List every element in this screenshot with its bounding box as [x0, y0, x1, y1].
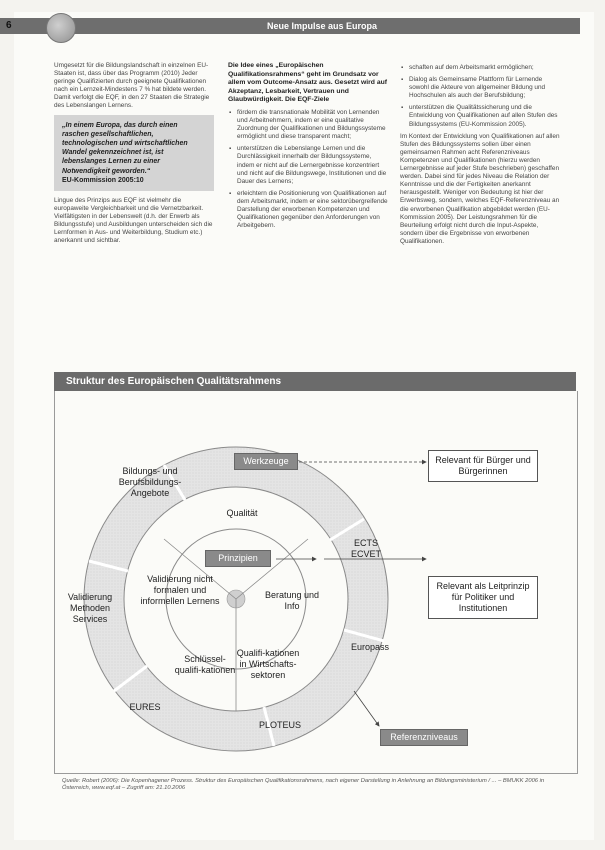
list-item: ▪ unterstützen die Lebenslange Lernen und die Durchlässigkeit innerhalb der Bildungssysteme, indem er nicht auf die Lernergebnisse konzentriert und nicht auf die Bildungswege, Institutionen und die Dauer des Lernens;: [237, 145, 388, 185]
list-item: ▪ schaften auf dem Arbeitsmarkt ermöglichen;: [409, 64, 560, 72]
paragraph: Umgesetzt für die Bildungslandschaft in einzelnen EU-Staaten ist, dass über das Programm (2010) Jeder geringe Qualifizierten durch geeignete Qualifikationen nach ein Lernzeit-Mindestens 7 % hat bildete werden. Damit verfolgt die EQF, in den 27 Staaten die Strategie des Lebenslangen Lernens.: [54, 62, 210, 110]
label-schluesselqualifikationen: Schlüssel-qualifi-kationen: [174, 654, 236, 675]
figure-title: Struktur des Europäischen Qualitätsrahmens: [66, 376, 282, 387]
pull-quote-source: EU-Kommission 2005:10: [62, 176, 144, 184]
paragraph: Lingue des Prinzips aus EQF ist vielmehr die europaweite Vergleichbarkeit und die Vernetzbarkeit. Vielfältigsten in der Lebenswelt (d.h. der Erwerb als Bildungsstufe) und Ausbildungen unterscheiden sich die Lernformen in Aus- und Weiterbildung, Studium etc.) anerkannt und sichtbar.: [54, 196, 213, 245]
figure-caption: Quelle: Robert (2006): Die Kopenhagener Prozess. Struktur des Europäischen Qualifikationsrahmens, nach eigener Darstellung in Anlehnung an Bildungsministerium / ... – BMUKK 2006 in Österreich, www.eqf.at – Zugriff am: 21.10.2006: [62, 778, 545, 792]
list-item: ▪ fördern die transnationale Mobilität von Lernenden und Arbeitnehmern, indem er eine qualitative Zuordnung der Qualifikationen und Bildungssysteme ermöglicht und diese transparent macht;: [237, 109, 388, 141]
pull-quote-text: „In einem Europa, das durch einen raschen gesellschaftlichen, technologischen und wirtschaftlichen Wandel gekennzeichnet ist, ist lebenslanges Lernen zu einer Notwendigkeit geworden.“: [62, 121, 188, 175]
page-number: 6: [6, 20, 12, 31]
text-column-3: [400, 62, 560, 250]
label-validierung-methoden: Validierung Methoden Services: [67, 592, 113, 624]
running-header-title: Neue Impulse aus Europa: [266, 21, 377, 31]
label-eures: EURES: [129, 702, 161, 712]
label-qualitaet: Qualität: [226, 508, 258, 518]
tag-prinzipien: Prinzipien: [205, 550, 271, 567]
logo-icon: [46, 13, 76, 43]
lead-paragraph: Die Idee eines „Europäischen Qualifikationsrahmens“ geht im Grundsatz vor allem vom Outcome-Ansatz aus. Gesetzt wird auf Akzeptanz, Lesbarkeit, Vertrauen und Glaubwürdigkeit. Die EQF-Ziele: [228, 62, 388, 104]
tag-werkzeuge: Werkzeuge: [234, 453, 298, 470]
paragraph: Im Kontext der Entwicklung von Qualifikationen auf allen Stufen des Bildungssystems sollen über einen gemeinsamen Rahmen acht Referenzniveaus Kompetenzen und Qualifikationen (hierzu werden Lernergebnisse auf jeder Stufe beschrieben) geschaffen werden. Dabei sind für jedes Niveau die Relation der Kenntnisse und die der Fertigkeiten anerkannt herausgestellt. Weniger von Bedeutung ist hier der Erwerbsweg, sondern, welches EQF-Referenzniveau an die erworbenen Qualifikation abgebildet werden (EU-Kommission 2005). Der Leistungsrahmen für die Beurteilung erfolgt nicht durch die Input-Aspekte, sondern über die Ergebnisse von erworbenen Qualifikationen.: [400, 132, 560, 245]
label-validierung-informell: Validierung nicht formalen und informellen Lernens: [140, 574, 220, 606]
goal-list-continued: [400, 64, 560, 129]
box-relevant-politiker: Relevant als Leitprinzip für Politiker und Institutionen: [428, 576, 538, 619]
tag-referenzniveaus: Referenzniveaus: [380, 729, 468, 746]
label-qualifikationen-sektoren: Qualifi-kationen in Wirtschafts-sektoren: [236, 648, 300, 680]
label-europass: Europass: [350, 642, 390, 652]
label-beratung-info: Beratung und Info: [264, 590, 320, 611]
text-column-1: [54, 62, 214, 249]
list-item: ▪ erleichtern die Positionierung von Qualifikationen auf dem Arbeitsmarkt, indem er eine sektorübergreifende Darstellung der erworbenen Kompetenzen und Qualifikationen gegenüber den Anforderungen von Arbeitgebern.: [237, 190, 388, 230]
label-bildungsangebote: Bildungs- und Berufsbildungs-Angebote: [118, 466, 182, 498]
label-ects-ecvet: ECTS ECVET: [350, 538, 381, 559]
label-ploteus: PLOTEUS: [258, 720, 301, 730]
box-relevant-buerger: Relevant für Bürger und Bürgerinnen: [428, 450, 538, 482]
goal-list: [228, 109, 388, 230]
list-item: ▪ Dialog als Gemeinsame Plattform für Lernende sowohl die Akteure von allgemeiner Bildung und Hochschulen als auch der Berufsbildung;: [409, 76, 560, 100]
text-column-2: [228, 62, 388, 234]
pull-quote: [54, 115, 214, 191]
list-item: ▪ unterstützen die Qualitätssicherung und die Entwicklung von Qualifikationen auf allen Stufen des Bildungssystems (EU-Kommission 2005).: [409, 104, 560, 128]
